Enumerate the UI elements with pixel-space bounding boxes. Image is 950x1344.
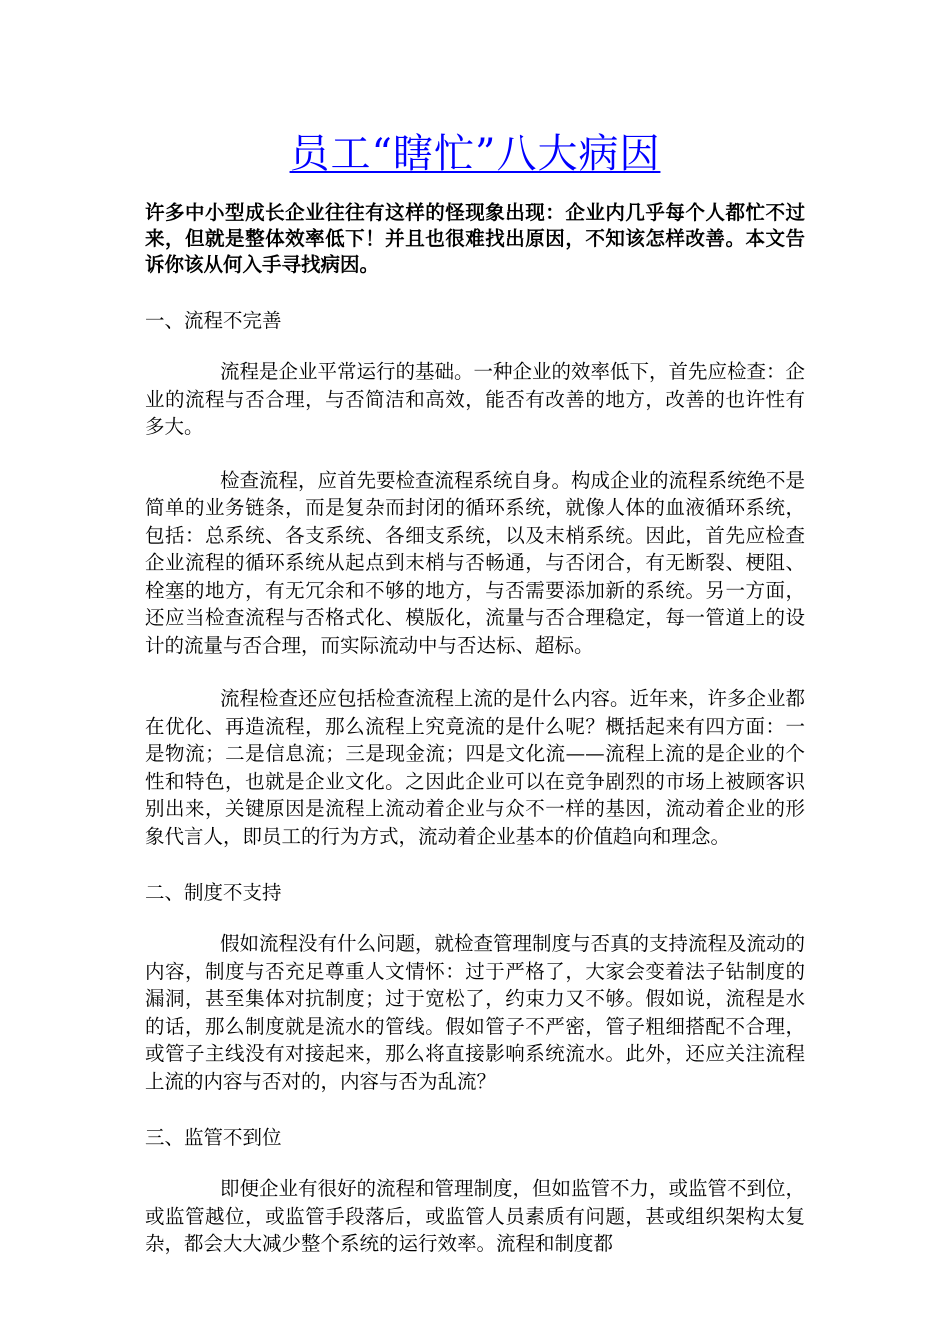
- document-page: [145, 0, 805, 1258]
- body-paragraph: 假如流程没有什么问题，就检查管理制度与否真的支持流程及流动的内容，制度与否充足尊重人文情怀：过于严格了，大家会变着法子钻制度的漏洞，甚至集体对抗制度；过于宽松了，约束力又不够。假如说，流程是水的话，那么制度就是流水的管线。假如管子不严密，管子粗细搭配不合理，或管子主线没有对接起来，那么将直接影响系统流水。此外，还应关注流程上流的内容与否对的，内容与否为乱流？: [145, 932, 806, 1093]
- section-heading-system: 二、制度不支持: [145, 881, 282, 904]
- body-paragraph: 流程检查还应包括检查流程上流的是什么内容。近年来，许多企业都在优化、再造流程，那么流程上究竟流的是什么呢？概括起来有四方面：一是物流；二是信息流；三是现金流；四是文化流——流程上流的是企业的个性和特色，也就是企业文化。之因此企业可以在竞争剧烈的市场上被顾客识别出来，关键原因是流程上流动着企业与众不一样的基因，流动着企业的形象代言人，即员工的行为方式，流动着企业基本的价值趋向和理念。: [145, 687, 806, 848]
- body-paragraph: 即便企业有很好的流程和管理制度，但如监管不力，或监管不到位，或监管越位，或监管手段落后，或监管人员素质有问题，甚或组织架构太复杂，都会大大减少整个系统的运行效率。流程和制度都: [145, 1177, 806, 1255]
- section-heading-process: 一、流程不完善: [145, 309, 282, 332]
- document-title[interactable]: 员工“瞎忙”八大病因: [289, 131, 661, 177]
- body-paragraph: 流程是企业平常运行的基础。一种企业的效率低下，首先应检查：企业的流程与否合理，与否简洁和高效，能否有改善的地方，改善的也许性有多大。: [145, 360, 806, 438]
- body-paragraph: 检查流程，应首先要检查流程系统自身。构成企业的流程系统绝不是简单的业务链条，而是复杂而封闭的循环系统，就像人体的血液循环系统，包括：总系统、各支系统、各细支系统，以及末梢系统。因此，首先应检查企业流程的循环系统从起点到末梢与否畅通，与否闭合，有无断裂、梗阻、栓塞的地方，有无冗余和不够的地方，与否需要添加新的系统。另一方面，还应当检查流程与否格式化、模版化，流量与否合理稳定，每一管道上的设计的流量与否合理，而实际流动中与否达标、超标。: [145, 468, 806, 657]
- intro-paragraph: 许多中小型成长企业往往有这样的怪现象出现：企业内几乎每个人都忙不过来，但就是整体效率低下！并且也很难找出原因，不知该怎样改善。本文告诉你该从何入手寻找病因。: [145, 201, 805, 276]
- section-heading-supervision: 三、监管不到位: [145, 1126, 282, 1149]
